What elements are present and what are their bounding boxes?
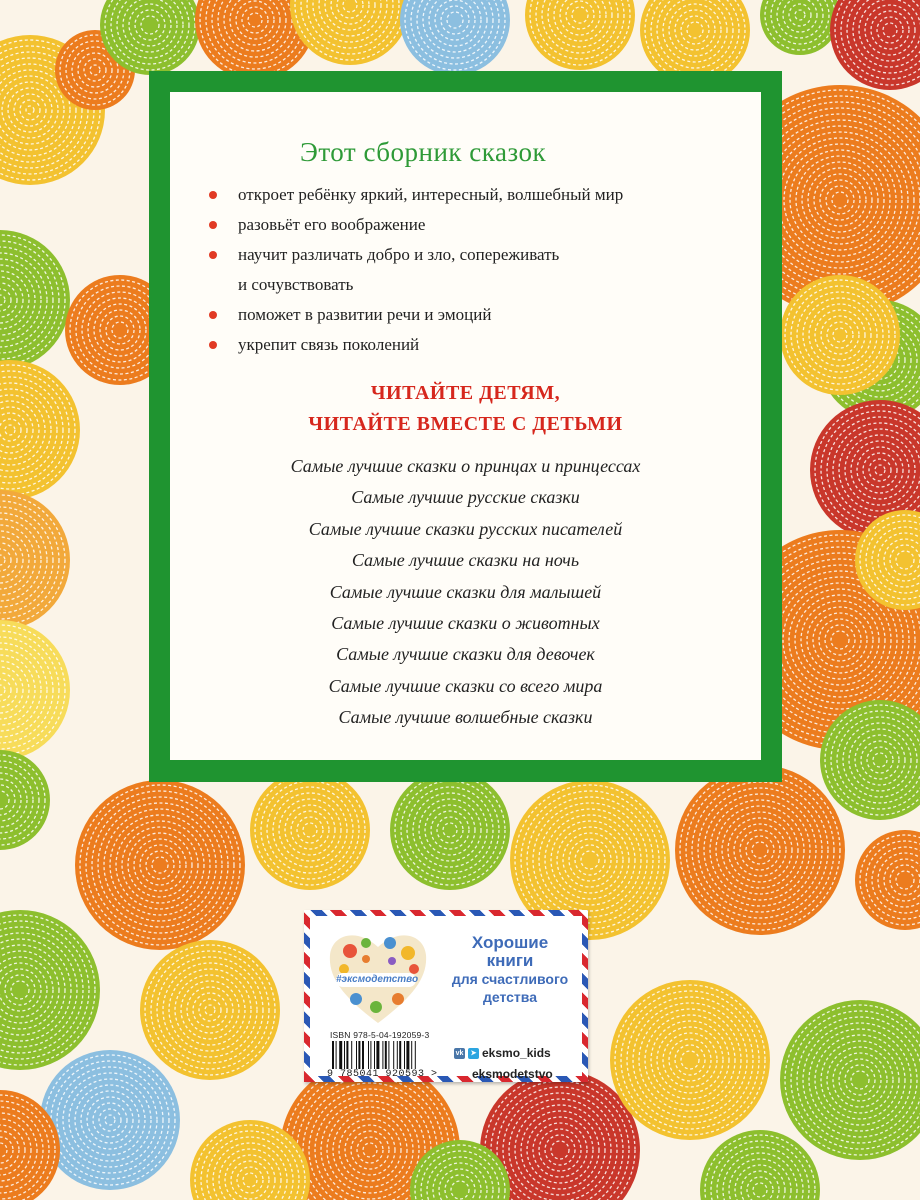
call-line-2: ЧИТАЙТЕ ВМЕСТЕ С ДЕТЬМИ — [308, 413, 623, 435]
bullet-dot-icon — [209, 191, 217, 199]
telegram-icon: ➤ — [468, 1048, 479, 1059]
series-title: Самые лучшие сказки на ночь — [351, 550, 580, 571]
call-line-1: ЧИТАЙТЕ ДЕТЯМ, — [370, 382, 561, 404]
list-item: укрепит связь поколений — [206, 330, 623, 360]
series-title: Самые лучшие волшебные сказки — [338, 707, 593, 728]
isbn-text: ISBN 978-5-04-192059-3 — [330, 1030, 430, 1040]
barcode-icon — [332, 1041, 442, 1069]
list-item: разовьёт его воображение — [206, 210, 623, 240]
benefits-list — [206, 180, 623, 360]
slogan: Хорошие книги для счастливого детства — [451, 933, 569, 1005]
publisher-sticker — [304, 910, 588, 1082]
reading-call — [170, 378, 761, 440]
list-item: откроет ребёнку яркий, интересный, волшебный мир — [206, 180, 623, 210]
collection-heading: Этот сборник сказок — [300, 137, 547, 167]
barcode-number: 9 785041 920593 > — [327, 1069, 438, 1080]
series-title: Самые лучшие сказки со всего мира — [328, 675, 603, 696]
series-title: Самые лучшие сказки для малышей — [329, 581, 602, 602]
vk-icon: vk — [455, 1049, 464, 1057]
list-item: поможет в развитии речи и эмоций — [206, 300, 623, 330]
bullet-dot-icon — [209, 221, 217, 229]
social-vk[interactable]: vk ➤ eksmo_kids — [455, 1046, 551, 1060]
bullet-dot-icon — [209, 251, 217, 259]
bullet-dot-icon — [209, 341, 217, 349]
social-handle[interactable]: eksmodetstvo — [472, 1067, 553, 1081]
series-title: Самые лучшие сказки о принцах и принцессах — [290, 456, 641, 476]
series-title: Самые лучшие сказки для девочек — [336, 644, 595, 665]
series-title: Самые лучшие сказки русских писателей — [308, 518, 623, 539]
hashtag-label: #эксмодетство — [336, 974, 419, 985]
series-title: Самые лучшие русские сказки — [351, 487, 580, 508]
series-titles-list — [170, 451, 761, 734]
bullet-dot-icon — [209, 311, 217, 319]
list-item: научит различать добро и зло, сопереживать и сочувствовать — [206, 240, 623, 300]
series-title: Самые лучшие сказки о животных — [331, 613, 600, 634]
